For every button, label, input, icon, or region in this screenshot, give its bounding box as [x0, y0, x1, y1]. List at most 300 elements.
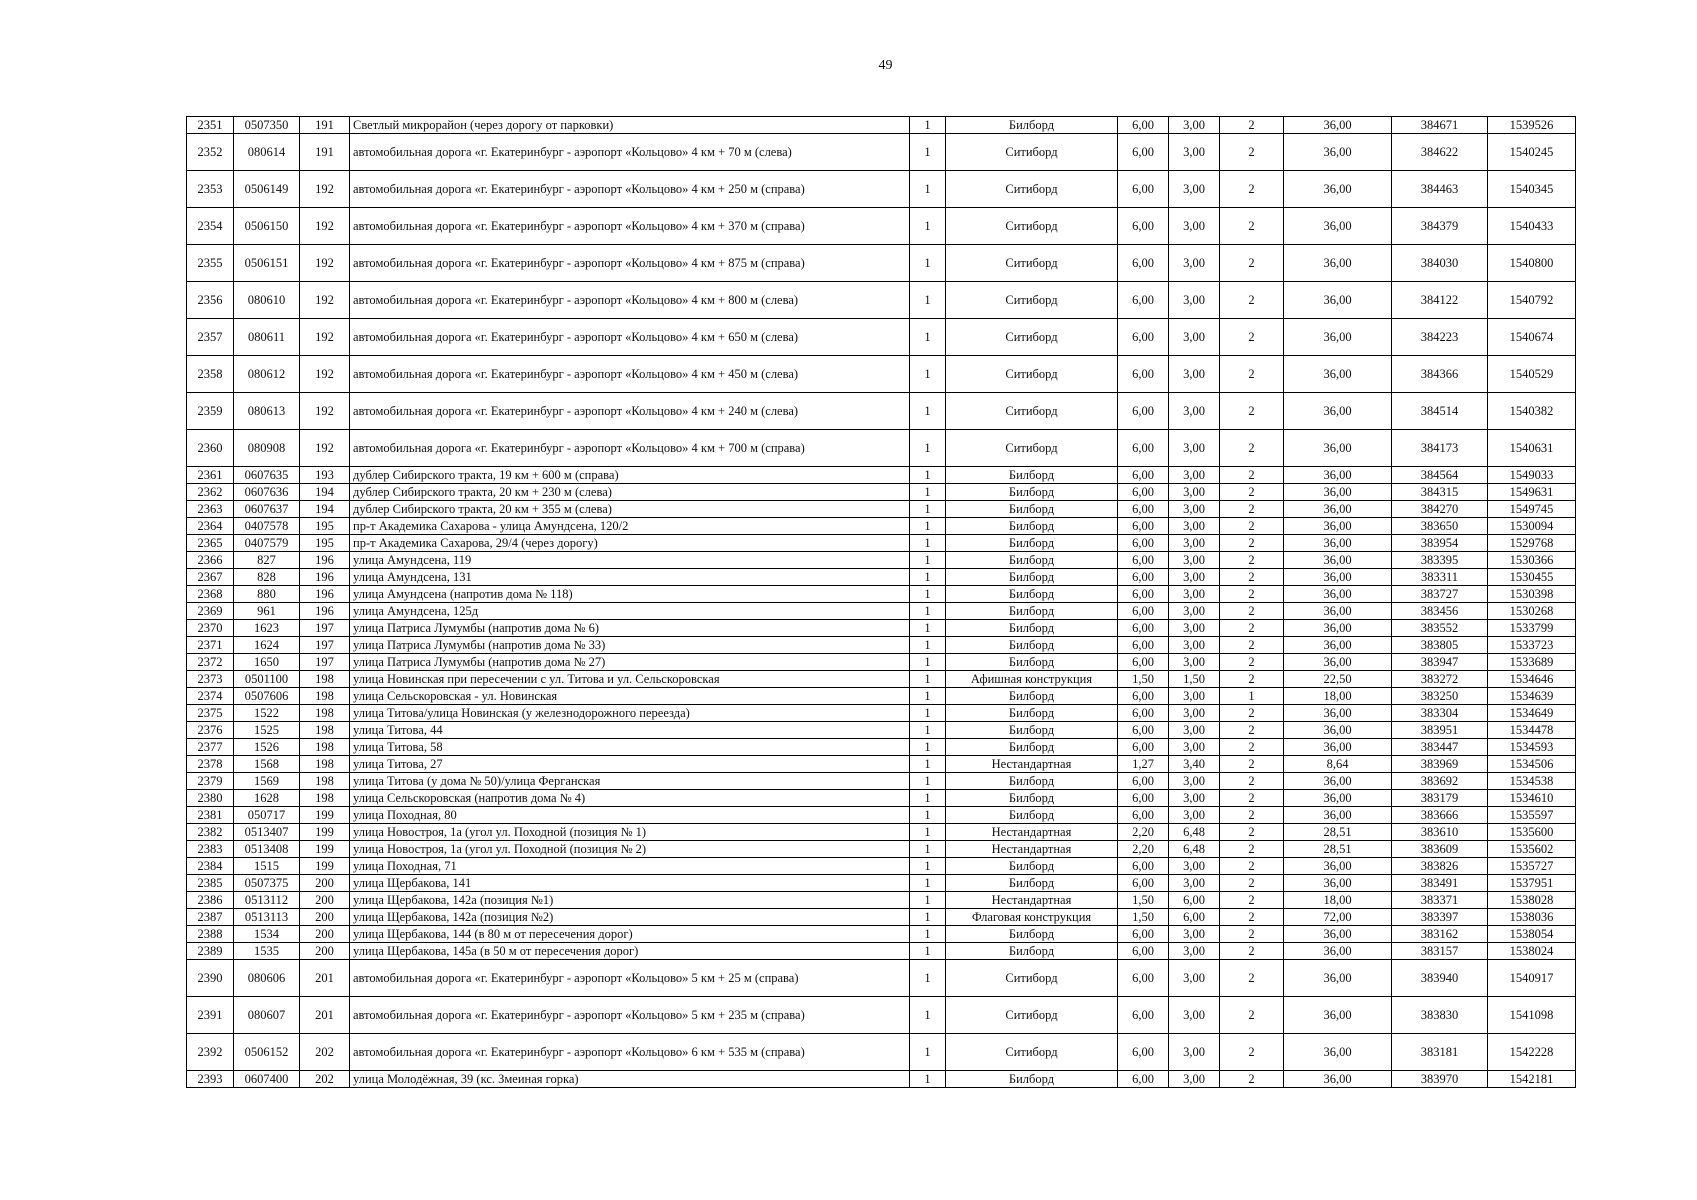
quantity-cell: 1 — [910, 245, 946, 282]
area-cell: 36,00 — [1284, 739, 1392, 756]
area-cell: 36,00 — [1284, 1034, 1392, 1071]
coord-x-cell: 383805 — [1392, 637, 1488, 654]
width-cell: 6,00 — [1118, 501, 1169, 518]
structure-type-cell: Билборд — [946, 484, 1118, 501]
coord-y-cell: 1537951 — [1488, 875, 1576, 892]
coord-x-cell: 384030 — [1392, 245, 1488, 282]
row-number-cell: 2371 — [187, 637, 234, 654]
address-cell: автомобильная дорога «г. Екатеринбург - аэропорт «Кольцово» 6 км + 535 м (справа) — [350, 1034, 910, 1071]
zone-number-cell: 202 — [300, 1034, 350, 1071]
coord-x-cell: 383157 — [1392, 943, 1488, 960]
coord-x-cell: 384463 — [1392, 171, 1488, 208]
row-number-cell: 2373 — [187, 671, 234, 688]
coord-x-cell: 383456 — [1392, 603, 1488, 620]
coord-y-cell: 1535600 — [1488, 824, 1576, 841]
coord-y-cell: 1534478 — [1488, 722, 1576, 739]
structure-type-cell: Билборд — [946, 620, 1118, 637]
quantity-cell: 1 — [910, 171, 946, 208]
coord-y-cell: 1530455 — [1488, 569, 1576, 586]
quantity-cell: 1 — [910, 117, 946, 134]
zone-number-cell: 198 — [300, 705, 350, 722]
coord-x-cell: 383692 — [1392, 773, 1488, 790]
row-number-cell: 2357 — [187, 319, 234, 356]
table-row — [187, 552, 1576, 569]
structure-type-cell: Ситиборд — [946, 393, 1118, 430]
area-cell: 28,51 — [1284, 824, 1392, 841]
height-cell: 3,00 — [1169, 722, 1220, 739]
address-cell: улица Титова, 27 — [350, 756, 910, 773]
zone-number-cell: 192 — [300, 319, 350, 356]
zone-number-cell: 192 — [300, 356, 350, 393]
sides-cell: 2 — [1220, 892, 1284, 909]
quantity-cell: 1 — [910, 637, 946, 654]
table-row — [187, 858, 1576, 875]
width-cell: 6,00 — [1118, 356, 1169, 393]
width-cell: 6,00 — [1118, 117, 1169, 134]
area-cell: 18,00 — [1284, 688, 1392, 705]
address-cell: улица Новостроя, 1а (угол ул. Походной (позиция № 1) — [350, 824, 910, 841]
row-number-cell: 2366 — [187, 552, 234, 569]
coord-y-cell: 1540345 — [1488, 171, 1576, 208]
height-cell: 3,00 — [1169, 319, 1220, 356]
height-cell: 3,00 — [1169, 654, 1220, 671]
quantity-cell: 1 — [910, 722, 946, 739]
zone-number-cell: 193 — [300, 467, 350, 484]
structure-type-cell: Билборд — [946, 1071, 1118, 1088]
height-cell: 3,00 — [1169, 926, 1220, 943]
height-cell: 6,00 — [1169, 909, 1220, 926]
area-cell: 36,00 — [1284, 569, 1392, 586]
width-cell: 6,00 — [1118, 518, 1169, 535]
sides-cell: 2 — [1220, 824, 1284, 841]
width-cell: 6,00 — [1118, 960, 1169, 997]
row-number-cell: 2372 — [187, 654, 234, 671]
structure-code-cell: 0607400 — [234, 1071, 300, 1088]
area-cell: 36,00 — [1284, 518, 1392, 535]
area-cell: 36,00 — [1284, 705, 1392, 722]
structure-type-cell: Ситиборд — [946, 245, 1118, 282]
width-cell: 6,00 — [1118, 319, 1169, 356]
coord-x-cell: 383727 — [1392, 586, 1488, 603]
area-cell: 36,00 — [1284, 1071, 1392, 1088]
coord-y-cell: 1530094 — [1488, 518, 1576, 535]
row-number-cell: 2360 — [187, 430, 234, 467]
row-number-cell: 2370 — [187, 620, 234, 637]
width-cell: 6,00 — [1118, 790, 1169, 807]
row-number-cell: 2390 — [187, 960, 234, 997]
coord-y-cell: 1549745 — [1488, 501, 1576, 518]
table-row — [187, 671, 1576, 688]
coord-y-cell: 1535602 — [1488, 841, 1576, 858]
structure-type-cell: Ситиборд — [946, 356, 1118, 393]
row-number-cell: 2367 — [187, 569, 234, 586]
address-cell: автомобильная дорога «г. Екатеринбург - аэропорт «Кольцово» 4 км + 650 м (слева) — [350, 319, 910, 356]
row-number-cell: 2381 — [187, 807, 234, 824]
area-cell: 36,00 — [1284, 926, 1392, 943]
table-row — [187, 773, 1576, 790]
zone-number-cell: 199 — [300, 858, 350, 875]
structure-code-cell: 080606 — [234, 960, 300, 997]
coord-y-cell: 1540917 — [1488, 960, 1576, 997]
height-cell: 3,00 — [1169, 518, 1220, 535]
width-cell: 6,00 — [1118, 654, 1169, 671]
coord-x-cell: 383552 — [1392, 620, 1488, 637]
structure-code-cell: 1624 — [234, 637, 300, 654]
quantity-cell: 1 — [910, 773, 946, 790]
structure-code-cell: 0607635 — [234, 467, 300, 484]
structure-type-cell: Билборд — [946, 637, 1118, 654]
coord-x-cell: 383969 — [1392, 756, 1488, 773]
area-cell: 36,00 — [1284, 535, 1392, 552]
table-row — [187, 393, 1576, 430]
area-cell: 36,00 — [1284, 807, 1392, 824]
row-number-cell: 2387 — [187, 909, 234, 926]
structure-type-cell: Ситиборд — [946, 960, 1118, 997]
coord-y-cell: 1540382 — [1488, 393, 1576, 430]
address-cell: улица Титова, 58 — [350, 739, 910, 756]
coord-y-cell: 1534610 — [1488, 790, 1576, 807]
area-cell: 36,00 — [1284, 654, 1392, 671]
sides-cell: 2 — [1220, 671, 1284, 688]
table-row — [187, 637, 1576, 654]
width-cell: 6,00 — [1118, 245, 1169, 282]
coord-x-cell: 383311 — [1392, 569, 1488, 586]
width-cell: 6,00 — [1118, 282, 1169, 319]
area-cell: 36,00 — [1284, 134, 1392, 171]
row-number-cell: 2386 — [187, 892, 234, 909]
zone-number-cell: 198 — [300, 756, 350, 773]
table-row — [187, 319, 1576, 356]
table-row — [187, 875, 1576, 892]
coord-x-cell: 383397 — [1392, 909, 1488, 926]
sides-cell: 2 — [1220, 535, 1284, 552]
table-row — [187, 654, 1576, 671]
area-cell: 36,00 — [1284, 722, 1392, 739]
coord-y-cell: 1534639 — [1488, 688, 1576, 705]
coord-x-cell: 383940 — [1392, 960, 1488, 997]
coord-x-cell: 383609 — [1392, 841, 1488, 858]
coord-y-cell: 1540800 — [1488, 245, 1576, 282]
sides-cell: 2 — [1220, 705, 1284, 722]
quantity-cell: 1 — [910, 535, 946, 552]
structure-type-cell: Билборд — [946, 603, 1118, 620]
height-cell: 3,00 — [1169, 569, 1220, 586]
width-cell: 6,00 — [1118, 807, 1169, 824]
quantity-cell: 1 — [910, 960, 946, 997]
width-cell: 6,00 — [1118, 552, 1169, 569]
area-cell: 36,00 — [1284, 501, 1392, 518]
zone-number-cell: 198 — [300, 722, 350, 739]
structure-type-cell: Ситиборд — [946, 430, 1118, 467]
area-cell: 36,00 — [1284, 356, 1392, 393]
coord-y-cell: 1538028 — [1488, 892, 1576, 909]
address-cell: улица Титова/улица Новинская (у железнодорожного переезда) — [350, 705, 910, 722]
quantity-cell: 1 — [910, 997, 946, 1034]
coord-y-cell: 1541098 — [1488, 997, 1576, 1034]
row-number-cell: 2365 — [187, 535, 234, 552]
zone-number-cell: 198 — [300, 671, 350, 688]
quantity-cell: 1 — [910, 518, 946, 535]
sides-cell: 2 — [1220, 484, 1284, 501]
quantity-cell: 1 — [910, 430, 946, 467]
table-row — [187, 245, 1576, 282]
zone-number-cell: 200 — [300, 892, 350, 909]
address-cell: улица Щербакова, 144 (в 80 м от пересечения дорог) — [350, 926, 910, 943]
width-cell: 6,00 — [1118, 569, 1169, 586]
structure-type-cell: Билборд — [946, 117, 1118, 134]
height-cell: 3,00 — [1169, 117, 1220, 134]
area-cell: 36,00 — [1284, 997, 1392, 1034]
table-row — [187, 117, 1576, 134]
coord-y-cell: 1540792 — [1488, 282, 1576, 319]
table-row — [187, 1034, 1576, 1071]
coord-x-cell: 383650 — [1392, 518, 1488, 535]
structure-code-cell: 080613 — [234, 393, 300, 430]
address-cell: Светлый микрорайон (через дорогу от парковки) — [350, 117, 910, 134]
structure-code-cell: 1534 — [234, 926, 300, 943]
address-cell: улица Сельскоровская - ул. Новинская — [350, 688, 910, 705]
sides-cell: 2 — [1220, 603, 1284, 620]
coord-y-cell: 1549033 — [1488, 467, 1576, 484]
zone-number-cell: 198 — [300, 790, 350, 807]
area-cell: 36,00 — [1284, 637, 1392, 654]
width-cell: 6,00 — [1118, 773, 1169, 790]
address-cell: автомобильная дорога «г. Екатеринбург - аэропорт «Кольцово» 4 км + 250 м (справа) — [350, 171, 910, 208]
sides-cell: 2 — [1220, 790, 1284, 807]
structure-code-cell: 080611 — [234, 319, 300, 356]
structure-code-cell: 1526 — [234, 739, 300, 756]
row-number-cell: 2383 — [187, 841, 234, 858]
address-cell: улица Новинская при пересечении с ул. Титова и ул. Сельскоровская — [350, 671, 910, 688]
table-row — [187, 909, 1576, 926]
height-cell: 3,00 — [1169, 875, 1220, 892]
structure-code-cell: 828 — [234, 569, 300, 586]
area-cell: 36,00 — [1284, 171, 1392, 208]
height-cell: 3,00 — [1169, 858, 1220, 875]
width-cell: 6,00 — [1118, 586, 1169, 603]
zone-number-cell: 199 — [300, 824, 350, 841]
quantity-cell: 1 — [910, 688, 946, 705]
quantity-cell: 1 — [910, 356, 946, 393]
table-row — [187, 705, 1576, 722]
coord-y-cell: 1538054 — [1488, 926, 1576, 943]
height-cell: 3,00 — [1169, 134, 1220, 171]
area-cell: 36,00 — [1284, 117, 1392, 134]
quantity-cell: 1 — [910, 1071, 946, 1088]
sides-cell: 2 — [1220, 875, 1284, 892]
advertising-structures-table — [186, 116, 1576, 1088]
structure-type-cell: Билборд — [946, 790, 1118, 807]
structure-code-cell: 0507350 — [234, 117, 300, 134]
structure-code-cell: 080614 — [234, 134, 300, 171]
sides-cell: 2 — [1220, 501, 1284, 518]
address-cell: улица Щербакова, 142а (позиция №1) — [350, 892, 910, 909]
height-cell: 3,00 — [1169, 1071, 1220, 1088]
row-number-cell: 2355 — [187, 245, 234, 282]
table-row — [187, 430, 1576, 467]
structure-type-cell: Билборд — [946, 552, 1118, 569]
address-cell: улица Амундсена, 119 — [350, 552, 910, 569]
coord-x-cell: 384122 — [1392, 282, 1488, 319]
coord-y-cell: 1540529 — [1488, 356, 1576, 393]
row-number-cell: 2353 — [187, 171, 234, 208]
structure-code-cell: 0607636 — [234, 484, 300, 501]
row-number-cell: 2388 — [187, 926, 234, 943]
sides-cell: 2 — [1220, 858, 1284, 875]
zone-number-cell: 196 — [300, 586, 350, 603]
structure-type-cell: Билборд — [946, 654, 1118, 671]
sides-cell: 2 — [1220, 997, 1284, 1034]
row-number-cell: 2380 — [187, 790, 234, 807]
zone-number-cell: 191 — [300, 117, 350, 134]
coord-x-cell: 384379 — [1392, 208, 1488, 245]
sides-cell: 2 — [1220, 171, 1284, 208]
zone-number-cell: 196 — [300, 603, 350, 620]
address-cell: автомобильная дорога «г. Екатеринбург - аэропорт «Кольцово» 5 км + 235 м (справа) — [350, 997, 910, 1034]
coord-y-cell: 1540245 — [1488, 134, 1576, 171]
structure-type-cell: Флаговая конструкция — [946, 909, 1118, 926]
row-number-cell: 2385 — [187, 875, 234, 892]
table-row — [187, 535, 1576, 552]
coord-y-cell: 1529768 — [1488, 535, 1576, 552]
coord-x-cell: 384564 — [1392, 467, 1488, 484]
coord-x-cell: 383272 — [1392, 671, 1488, 688]
coord-x-cell: 383491 — [1392, 875, 1488, 892]
height-cell: 3,00 — [1169, 637, 1220, 654]
sides-cell: 2 — [1220, 943, 1284, 960]
quantity-cell: 1 — [910, 824, 946, 841]
area-cell: 36,00 — [1284, 858, 1392, 875]
row-number-cell: 2377 — [187, 739, 234, 756]
address-cell: автомобильная дорога «г. Екатеринбург - аэропорт «Кольцово» 4 км + 875 м (справа) — [350, 245, 910, 282]
structure-code-cell: 0407579 — [234, 535, 300, 552]
quantity-cell: 1 — [910, 671, 946, 688]
structure-type-cell: Билборд — [946, 858, 1118, 875]
area-cell: 36,00 — [1284, 208, 1392, 245]
quantity-cell: 1 — [910, 603, 946, 620]
zone-number-cell: 192 — [300, 282, 350, 319]
zone-number-cell: 199 — [300, 841, 350, 858]
row-number-cell: 2392 — [187, 1034, 234, 1071]
table-row — [187, 356, 1576, 393]
sides-cell: 2 — [1220, 134, 1284, 171]
coord-x-cell: 383830 — [1392, 997, 1488, 1034]
coord-x-cell: 384671 — [1392, 117, 1488, 134]
quantity-cell: 1 — [910, 467, 946, 484]
table-row — [187, 790, 1576, 807]
coord-y-cell: 1534593 — [1488, 739, 1576, 756]
height-cell: 3,00 — [1169, 960, 1220, 997]
zone-number-cell: 198 — [300, 739, 350, 756]
height-cell: 3,00 — [1169, 943, 1220, 960]
height-cell: 3,00 — [1169, 1034, 1220, 1071]
address-cell: автомобильная дорога «г. Екатеринбург - аэропорт «Кольцово» 4 км + 70 м (слева) — [350, 134, 910, 171]
zone-number-cell: 194 — [300, 501, 350, 518]
row-number-cell: 2378 — [187, 756, 234, 773]
sides-cell: 2 — [1220, 586, 1284, 603]
structure-type-cell: Ситиборд — [946, 1034, 1118, 1071]
coord-y-cell: 1530366 — [1488, 552, 1576, 569]
structure-code-cell: 0506151 — [234, 245, 300, 282]
row-number-cell: 2389 — [187, 943, 234, 960]
address-cell: пр-т Академика Сахарова - улица Амундсена, 120/2 — [350, 518, 910, 535]
structure-type-cell: Нестандартная — [946, 824, 1118, 841]
sides-cell: 2 — [1220, 773, 1284, 790]
coord-x-cell: 383666 — [1392, 807, 1488, 824]
table-row — [187, 518, 1576, 535]
table-row — [187, 824, 1576, 841]
coord-y-cell: 1530268 — [1488, 603, 1576, 620]
zone-number-cell: 202 — [300, 1071, 350, 1088]
height-cell: 3,00 — [1169, 245, 1220, 282]
structure-code-cell: 0506152 — [234, 1034, 300, 1071]
area-cell: 36,00 — [1284, 875, 1392, 892]
zone-number-cell: 195 — [300, 518, 350, 535]
row-number-cell: 2374 — [187, 688, 234, 705]
row-number-cell: 2393 — [187, 1071, 234, 1088]
sides-cell: 2 — [1220, 245, 1284, 282]
table-row — [187, 892, 1576, 909]
height-cell: 3,00 — [1169, 552, 1220, 569]
row-number-cell: 2354 — [187, 208, 234, 245]
table-row — [187, 501, 1576, 518]
quantity-cell: 1 — [910, 858, 946, 875]
quantity-cell: 1 — [910, 501, 946, 518]
width-cell: 6,00 — [1118, 705, 1169, 722]
structure-code-cell: 961 — [234, 603, 300, 620]
table-row — [187, 739, 1576, 756]
quantity-cell: 1 — [910, 282, 946, 319]
structure-code-cell: 1515 — [234, 858, 300, 875]
height-cell: 3,00 — [1169, 430, 1220, 467]
sides-cell: 1 — [1220, 688, 1284, 705]
zone-number-cell: 197 — [300, 620, 350, 637]
coord-y-cell: 1535597 — [1488, 807, 1576, 824]
address-cell: улица Патриса Лумумбы (напротив дома № 33) — [350, 637, 910, 654]
quantity-cell: 1 — [910, 875, 946, 892]
quantity-cell: 1 — [910, 756, 946, 773]
sides-cell: 2 — [1220, 960, 1284, 997]
area-cell: 36,00 — [1284, 790, 1392, 807]
structure-code-cell: 0513408 — [234, 841, 300, 858]
quantity-cell: 1 — [910, 620, 946, 637]
sides-cell: 2 — [1220, 926, 1284, 943]
zone-number-cell: 200 — [300, 926, 350, 943]
coord-x-cell: 383970 — [1392, 1071, 1488, 1088]
coord-y-cell: 1534506 — [1488, 756, 1576, 773]
width-cell: 2,20 — [1118, 841, 1169, 858]
table-row — [187, 997, 1576, 1034]
sides-cell: 2 — [1220, 722, 1284, 739]
sides-cell: 2 — [1220, 637, 1284, 654]
structure-code-cell: 0407578 — [234, 518, 300, 535]
sides-cell: 2 — [1220, 1071, 1284, 1088]
area-cell: 36,00 — [1284, 943, 1392, 960]
table-row — [187, 620, 1576, 637]
table-row — [187, 467, 1576, 484]
area-cell: 28,51 — [1284, 841, 1392, 858]
coord-x-cell: 383954 — [1392, 535, 1488, 552]
width-cell: 6,00 — [1118, 430, 1169, 467]
zone-number-cell: 196 — [300, 552, 350, 569]
sides-cell: 2 — [1220, 552, 1284, 569]
zone-number-cell: 199 — [300, 807, 350, 824]
row-number-cell: 2351 — [187, 117, 234, 134]
sides-cell: 2 — [1220, 909, 1284, 926]
zone-number-cell: 201 — [300, 960, 350, 997]
zone-number-cell: 197 — [300, 654, 350, 671]
coord-y-cell: 1540433 — [1488, 208, 1576, 245]
